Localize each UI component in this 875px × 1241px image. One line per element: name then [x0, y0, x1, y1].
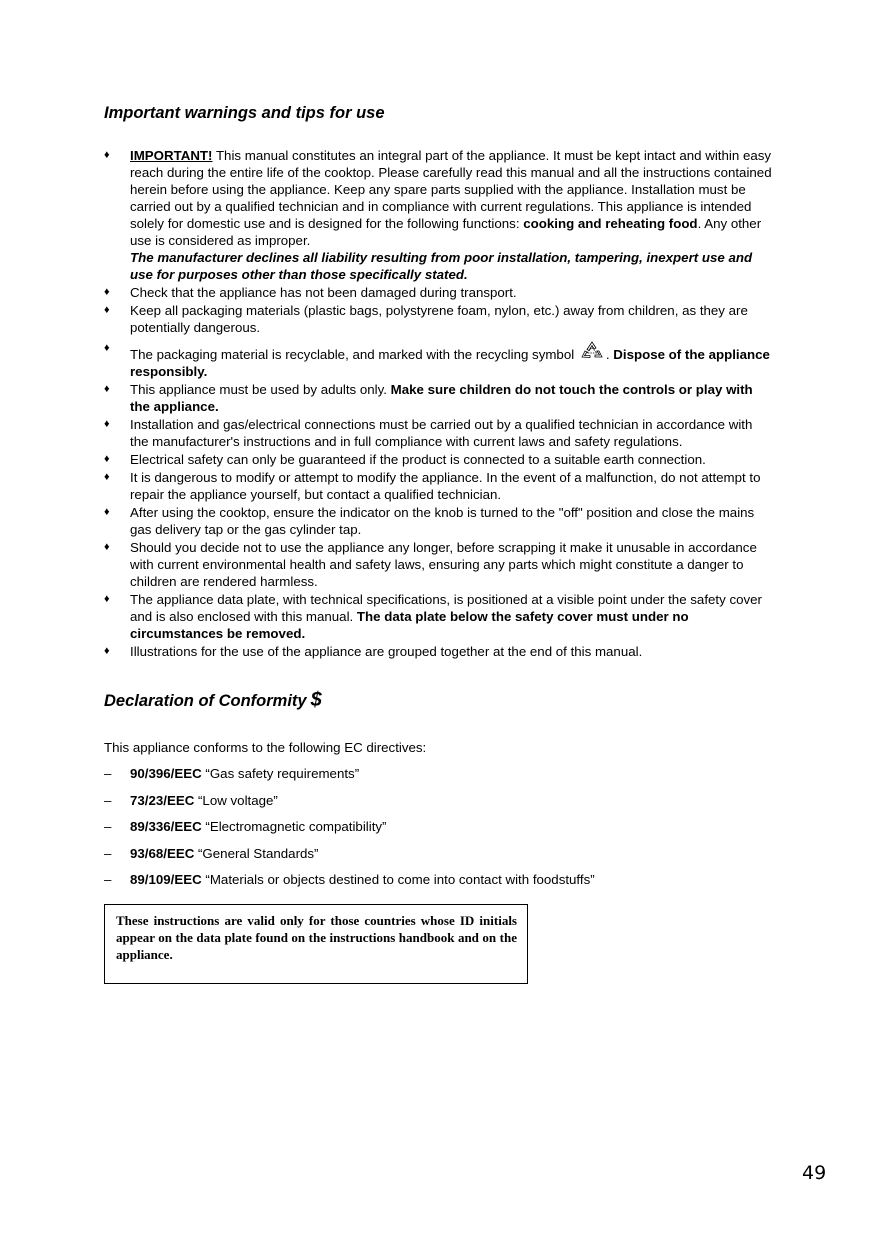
item-text: The packaging material is recyclable, and marked with the recycling symbol [130, 347, 578, 362]
list-item [104, 340, 774, 380]
bullet-icon: ♦ [104, 471, 110, 483]
bullet-icon: ♦ [104, 342, 110, 354]
list-item [104, 591, 774, 642]
dash-icon: – [104, 819, 112, 834]
directive-code: 93/68/EEC [130, 845, 195, 861]
list-item [104, 539, 774, 590]
directive-description: “Materials or objects destined to come into contact with foodstuffs” [201, 872, 595, 887]
item-text: After using the cooktop, ensure the indicator on the knob is turned to the "off" position and close the mains gas delivery tap or the gas cylinder tap. [130, 505, 755, 537]
directive-description: “General Standards” [194, 845, 319, 861]
list-item [104, 302, 774, 336]
dash-icon: – [104, 792, 112, 808]
dash-icon: – [104, 872, 112, 887]
item-text: Keep all packaging materials (plastic bags, polystyrene foam, nylon, etc.) away from children, as they are potentially dangerous. [130, 303, 748, 335]
item-text: . Any other use is considered as improper. [130, 216, 762, 248]
directives-intro: This appliance conforms to the following EC directives: [104, 740, 427, 755]
item-text: Check that the appliance has not been damaged during transport. [130, 285, 517, 300]
list-item [104, 504, 774, 538]
declaration-title: Declaration of Conformity [104, 692, 307, 710]
list-item [104, 872, 595, 899]
directive-code: 89/109/EEC [130, 872, 202, 887]
directive-code: 89/336/EEC [130, 819, 202, 834]
item-text: This manual constitutes an integral part of the appliance. It must be kept intact and within easy reach during the entire life of the cooktop. Please carefully read this manual and all the instructions contained herein before using the appliance. Keep any spare parts supplied with the appliance. Installation must be carried out by a qualified technician and in compliance with current regulations. This appliance is intended solely for domestic use and is designed for the following functions: [130, 148, 772, 231]
item-bold-text: cooking and reheating food [523, 216, 698, 231]
item-bold-text: The data plate below the safety cover must under no circumstances be removed. [130, 609, 689, 641]
list-item [104, 469, 774, 503]
dash-icon: – [104, 845, 112, 861]
item-text: . [605, 347, 614, 362]
list-item [104, 416, 774, 450]
warnings-heading: Important warnings and tips for use [104, 104, 385, 122]
bullet-icon: ♦ [104, 383, 110, 395]
list-item [104, 147, 774, 283]
dash-icon: – [104, 766, 112, 781]
directive-description: “Gas safety requirements” [201, 766, 360, 781]
liability-statement: The manufacturer declines all liability resulting from poor installation, tampering, inexpert use and use for purposes other than those specifically stated. [130, 250, 753, 282]
item-bold-text: Make sure children do not touch the controls or play with the appliance. [130, 382, 753, 414]
bullet-icon: ♦ [104, 453, 110, 465]
list-item [104, 451, 774, 468]
bullet-icon: ♦ [104, 541, 110, 553]
item-bold-text: Dispose of the appliance responsibly. [130, 347, 770, 379]
bullet-icon: ♦ [104, 645, 110, 657]
ce-mark-icon: $ [310, 689, 322, 711]
directive-description: “Electromagnetic compatibility” [201, 819, 387, 834]
bullet-icon: ♦ [104, 506, 110, 518]
bullet-icon: ♦ [104, 286, 110, 298]
list-item [104, 793, 595, 820]
item-text: Should you decide not to use the appliance any longer, before scrapping it make it unusable in accordance with current environmental health and safety laws, ensuring any parts which might constitute a danger to children are rendered harmless. [130, 540, 757, 589]
page-number: 49 [802, 1162, 827, 1184]
directive-code: 73/23/EEC [130, 792, 195, 808]
important-label: IMPORTANT! [130, 148, 213, 163]
item-text: The appliance data plate, with technical specifications, is positioned at a visible point under the safety cover and is also enclosed with this manual. [130, 592, 762, 624]
country-notice-text: These instructions are valid only for those countries whose ID initials appear on the data plate found on the instructions handbook and on the appliance. [116, 913, 517, 962]
bullet-icon: ♦ [104, 593, 110, 605]
directives-list [104, 766, 595, 899]
declaration-heading [104, 689, 322, 712]
bullet-icon: ♦ [104, 418, 110, 430]
list-item [104, 381, 774, 415]
directive-code: 90/396/EEC [130, 766, 202, 781]
bullet-icon: ♦ [104, 149, 110, 161]
item-text: This appliance must be used by adults only. [130, 382, 391, 397]
bullet-icon: ♦ [104, 304, 110, 316]
item-text: Installation and gas/electrical connections must be carried out by a qualified technician in accordance with the manufacturer's instructions and in full compliance with current laws and safety regulations. [130, 417, 753, 449]
country-notice-box [104, 904, 528, 984]
list-item [104, 643, 774, 660]
list-item [104, 819, 595, 846]
warnings-list [104, 147, 774, 661]
list-item [104, 284, 774, 301]
list-item [104, 846, 595, 873]
item-text: Illustrations for the use of the appliance are grouped together at the end of this manual. [130, 644, 643, 659]
list-item [104, 766, 595, 793]
recycling-icon [578, 340, 606, 362]
item-text: It is dangerous to modify or attempt to modify the appliance. In the event of a malfunction, do not attempt to repair the appliance yourself, but contact a qualified technician. [130, 470, 761, 502]
item-text: Electrical safety can only be guaranteed if the product is connected to a suitable earth connection. [130, 452, 706, 467]
directive-description: “Low voltage” [194, 792, 278, 808]
